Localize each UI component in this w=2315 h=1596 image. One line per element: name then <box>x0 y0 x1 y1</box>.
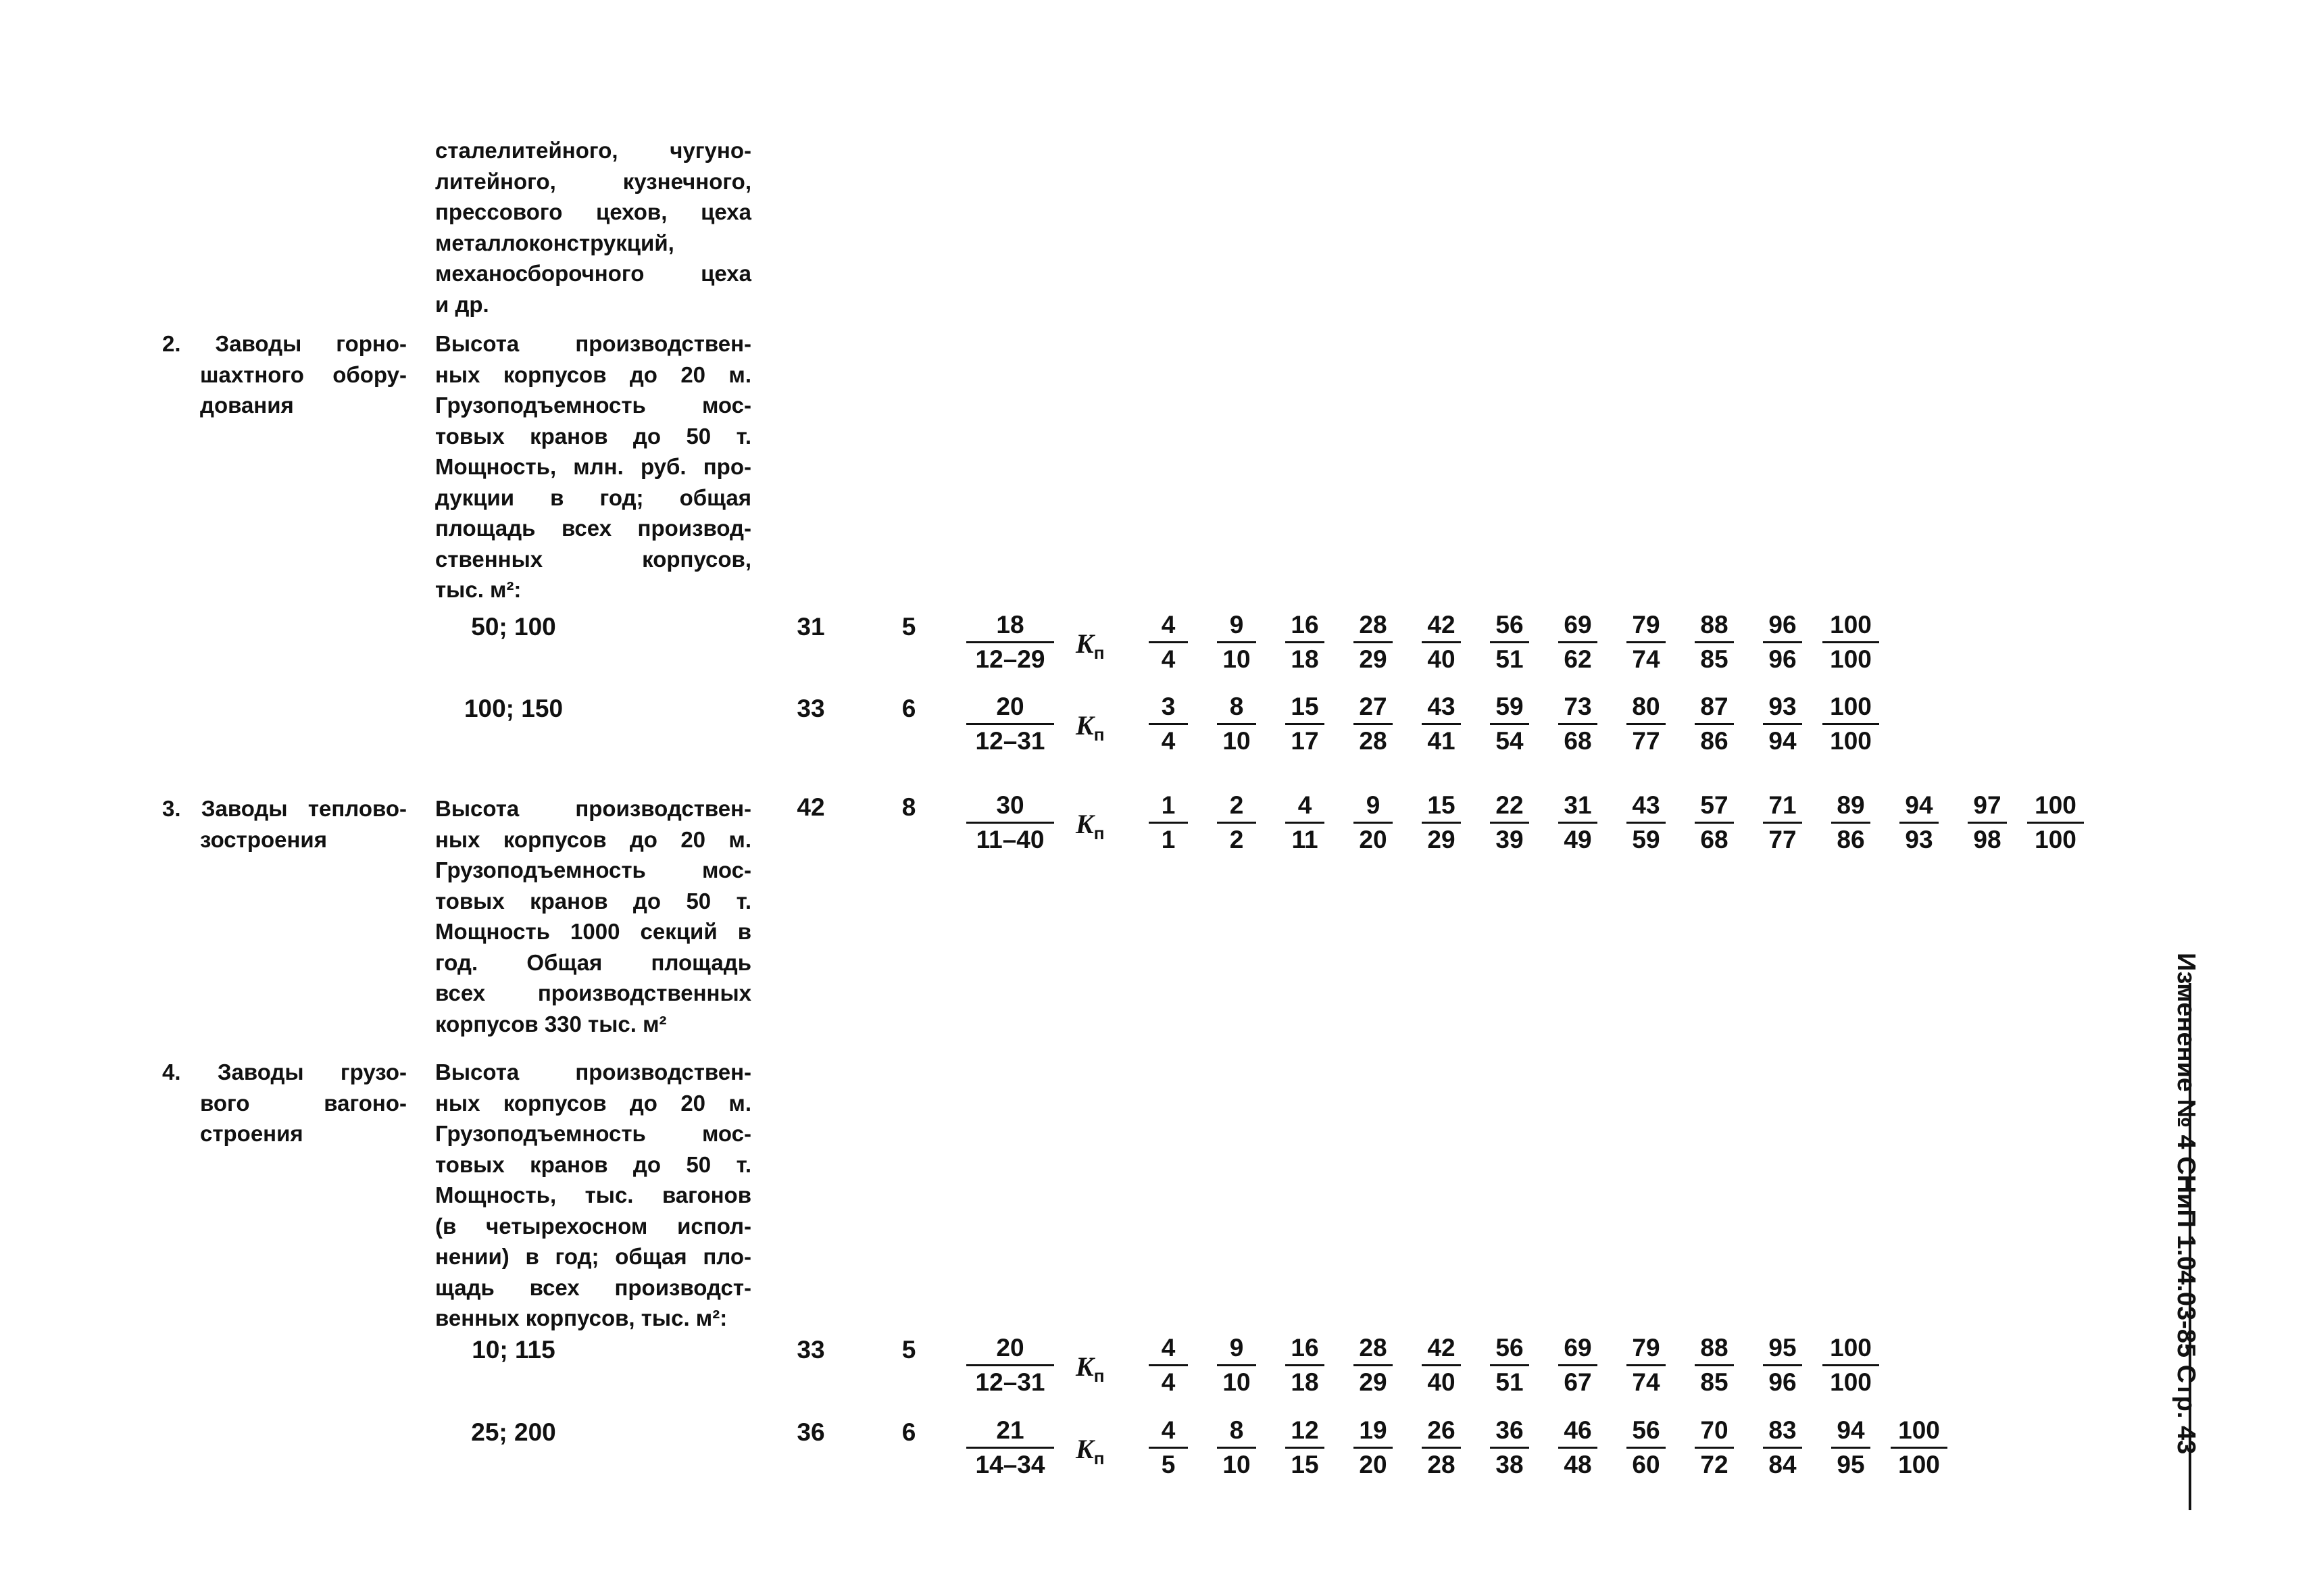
kp-numerator: 4 <box>1161 1416 1176 1444</box>
desc-line: сталелитейного, чугуно- <box>435 138 751 163</box>
kp-subscript: п <box>1093 823 1105 843</box>
kp-numerator: 79 <box>1632 1334 1660 1362</box>
kp-denominator: 4 <box>1149 641 1188 676</box>
kp-denominator: 62 <box>1558 641 1597 676</box>
kp-fraction <box>1763 1332 1802 1399</box>
desc-line: щадь всех производст- <box>435 1274 751 1300</box>
desc-row3 <box>435 793 751 1039</box>
kp-denominator: 29 <box>1353 1364 1393 1399</box>
kp-denominator: 60 <box>1626 1447 1666 1481</box>
desc-line: (в четырехосном испол- <box>435 1213 751 1239</box>
kp-fraction <box>1353 789 1393 856</box>
desc-line: год. Общая площадь <box>435 949 751 975</box>
kp-denominator: 40 <box>1422 641 1461 676</box>
kp-fraction <box>1490 691 1529 757</box>
capacity-value: 10; 115 <box>472 1336 555 1364</box>
desc-line: товых кранов до 50 т. <box>435 1151 751 1177</box>
item-4 <box>162 1057 407 1149</box>
kp-fraction <box>1626 789 1666 856</box>
column-value: 5 <box>901 613 916 641</box>
kp-denominator: 84 <box>1763 1447 1802 1481</box>
fraction-denominator: 12–31 <box>966 723 1054 757</box>
desc-line: всех производственных <box>435 980 751 1005</box>
desc-line: Высота производствен- <box>435 796 751 821</box>
kp-fraction <box>1490 1414 1529 1481</box>
kp-denominator: 77 <box>1763 822 1802 856</box>
kp-denominator: 74 <box>1626 641 1666 676</box>
kp-numerator: 16 <box>1291 611 1319 639</box>
desc-line: Мощность, млн. руб. про- <box>435 454 751 479</box>
kp-numerator: 9 <box>1229 611 1244 639</box>
kp-numerator: 22 <box>1495 791 1524 819</box>
desc-line: товых кранов до 50 т. <box>435 423 751 449</box>
column-value: 8 <box>901 793 916 821</box>
desc-line: товых кранов до 50 т. <box>435 888 751 914</box>
kp-numerator: 94 <box>1837 1416 1865 1444</box>
kp-fraction <box>1353 1332 1393 1399</box>
kp-fraction <box>1285 1414 1324 1481</box>
kp-symbol: $K_п$ <box>1076 1351 1105 1386</box>
kp-numerator: 95 <box>1768 1334 1797 1362</box>
desc-line: нении) в год; общая пло- <box>435 1244 751 1269</box>
kp-denominator: 40 <box>1422 1364 1461 1399</box>
kp-fraction <box>1763 609 1802 676</box>
desc-line: и др. <box>435 291 489 317</box>
kp-numerator: 93 <box>1768 693 1797 720</box>
item-line: строения <box>200 1121 303 1146</box>
item-line: зостроения <box>200 826 327 852</box>
kp-denominator: 29 <box>1353 641 1393 676</box>
kp-fraction <box>1763 691 1802 757</box>
kp-numerator: 56 <box>1495 611 1524 639</box>
fraction-denominator: 14–34 <box>966 1447 1054 1481</box>
kp-denominator: 96 <box>1763 1364 1802 1399</box>
kp-numerator: 59 <box>1495 693 1524 720</box>
kp-denominator: 51 <box>1490 1364 1529 1399</box>
kp-denominator: 11 <box>1285 822 1324 856</box>
kp-numerator: 9 <box>1366 791 1380 819</box>
item-line: 2. Заводы горно- <box>162 331 407 356</box>
kp-numerator: 12 <box>1291 1416 1319 1444</box>
range-fraction <box>966 1332 1054 1399</box>
capacity-value: 25; 200 <box>471 1418 556 1446</box>
kp-fraction <box>1695 1414 1734 1481</box>
desc-line: металлоконструкций, <box>435 230 674 255</box>
side-page-label: Изменение № 4 СНиП 1.04.03-85 Стр. 43 <box>2172 953 2200 1455</box>
kp-numerator: 57 <box>1700 791 1728 819</box>
kp-numerator: 100 <box>1830 693 1872 720</box>
kp-fraction <box>1822 609 1879 676</box>
kp-denominator: 10 <box>1217 1364 1256 1399</box>
kp-fraction <box>1831 789 1870 856</box>
kp-fraction <box>1422 789 1461 856</box>
kp-denominator: 96 <box>1763 641 1802 676</box>
kp-numerator: 96 <box>1768 611 1797 639</box>
kp-subscript: п <box>1093 1366 1105 1386</box>
fraction-denominator: 12–31 <box>966 1364 1054 1399</box>
kp-denominator: 59 <box>1626 822 1666 856</box>
kp-denominator: 10 <box>1217 641 1256 676</box>
capacity-value: 50; 100 <box>471 613 556 641</box>
range-fraction <box>966 789 1054 856</box>
item-3 <box>162 793 407 855</box>
kp-numerator: 71 <box>1768 791 1797 819</box>
desc-line: венных корпусов, тыс. м²: <box>435 1305 728 1330</box>
kp-numerator: 100 <box>1898 1416 1940 1444</box>
kp-numerator: 28 <box>1359 611 1387 639</box>
kp-fraction <box>1626 1332 1666 1399</box>
kp-fraction <box>1285 789 1324 856</box>
kp-fraction <box>1422 609 1461 676</box>
kp-fraction <box>1217 1414 1256 1481</box>
desc-line: Грузоподъемность мос- <box>435 393 751 418</box>
fraction-numerator: 20 <box>996 693 1024 720</box>
kp-fraction <box>1149 1332 1188 1399</box>
desc-row1 <box>435 135 751 320</box>
desc-row4 <box>435 1057 751 1334</box>
kp-denominator: 100 <box>1822 1364 1879 1399</box>
kp-numerator: 56 <box>1495 1334 1524 1362</box>
item-line: шахтного обору- <box>200 361 407 387</box>
desc-line: ных корпусов до 20 м. <box>435 826 751 852</box>
kp-fraction <box>1353 1414 1393 1481</box>
kp-numerator: 97 <box>1973 791 2001 819</box>
kp-denominator: 17 <box>1285 723 1324 757</box>
kp-denominator: 18 <box>1285 641 1324 676</box>
fraction-numerator: 20 <box>996 1334 1024 1362</box>
kp-numerator: 36 <box>1495 1416 1524 1444</box>
kp-denominator: 85 <box>1695 1364 1734 1399</box>
desc-row2 <box>435 328 751 605</box>
kp-numerator: 28 <box>1359 1334 1387 1362</box>
kp-denominator: 29 <box>1422 822 1461 856</box>
kp-fraction <box>1149 691 1188 757</box>
kp-denominator: 15 <box>1285 1447 1324 1481</box>
kp-numerator: 89 <box>1837 791 1865 819</box>
kp-numerator: 100 <box>1830 1334 1872 1362</box>
kp-subscript: п <box>1093 724 1105 745</box>
kp-denominator: 98 <box>1968 822 2007 856</box>
column-value: 6 <box>901 1418 916 1446</box>
kp-denominator: 74 <box>1626 1364 1666 1399</box>
kp-denominator: 5 <box>1149 1447 1188 1481</box>
column-value: 42 <box>797 793 825 821</box>
kp-fraction <box>1149 1414 1188 1481</box>
kp-fraction <box>1558 691 1597 757</box>
kp-numerator: 100 <box>2035 791 2076 819</box>
kp-fraction <box>1490 789 1529 856</box>
fraction-numerator: 21 <box>996 1416 1024 1444</box>
kp-numerator: 79 <box>1632 611 1660 639</box>
kp-fraction <box>1695 691 1734 757</box>
kp-fraction <box>1422 691 1461 757</box>
kp-numerator: 16 <box>1291 1334 1319 1362</box>
kp-numerator: 56 <box>1632 1416 1660 1444</box>
fraction-numerator: 18 <box>996 611 1024 639</box>
kp-fraction <box>1285 609 1324 676</box>
kp-numerator: 19 <box>1359 1416 1387 1444</box>
desc-line: ственных корпусов, <box>435 546 751 572</box>
kp-subscript: п <box>1093 1448 1105 1468</box>
kp-fraction <box>1285 691 1324 757</box>
kp-denominator: 18 <box>1285 1364 1324 1399</box>
kp-denominator: 94 <box>1763 723 1802 757</box>
kp-denominator: 51 <box>1490 641 1529 676</box>
item-line: вого вагоно- <box>200 1090 407 1116</box>
kp-numerator: 31 <box>1564 791 1592 819</box>
kp-denominator: 77 <box>1626 723 1666 757</box>
kp-denominator: 1 <box>1149 822 1188 856</box>
desc-line: Мощность, тыс. вагонов <box>435 1182 751 1207</box>
kp-fraction <box>1353 609 1393 676</box>
kp-fraction <box>1626 691 1666 757</box>
kp-numerator: 70 <box>1700 1416 1728 1444</box>
kp-numerator: 69 <box>1564 611 1592 639</box>
kp-denominator: 100 <box>2027 822 2084 856</box>
kp-denominator: 49 <box>1558 822 1597 856</box>
kp-fraction <box>1899 789 1939 856</box>
desc-line: ных корпусов до 20 м. <box>435 361 751 387</box>
kp-fraction <box>1763 789 1802 856</box>
kp-denominator: 28 <box>1422 1447 1461 1481</box>
desc-line: площадь всех производ- <box>435 516 751 541</box>
kp-numerator: 100 <box>1830 611 1872 639</box>
kp-numerator: 4 <box>1161 611 1176 639</box>
kp-fraction <box>1626 1414 1666 1481</box>
kp-denominator: 68 <box>1558 723 1597 757</box>
kp-fraction <box>1558 789 1597 856</box>
kp-denominator: 2 <box>1217 822 1256 856</box>
item-line: дования <box>200 393 294 418</box>
range-fraction <box>966 609 1054 676</box>
kp-fraction <box>1558 1414 1597 1481</box>
range-fraction <box>966 691 1054 757</box>
kp-numerator: 83 <box>1768 1416 1797 1444</box>
desc-line: Грузоподъемность мос- <box>435 1121 751 1146</box>
kp-denominator: 20 <box>1353 1447 1393 1481</box>
kp-numerator: 46 <box>1564 1416 1592 1444</box>
kp-denominator: 85 <box>1695 641 1734 676</box>
desc-line: корпусов 330 тыс. м² <box>435 1011 667 1037</box>
kp-fraction <box>1831 1414 1870 1481</box>
kp-fraction <box>1822 691 1879 757</box>
kp-fraction <box>1217 1332 1256 1399</box>
desc-line: дукции в год; общая <box>435 484 751 510</box>
item-line: 3. Заводы теплово- <box>162 796 407 821</box>
kp-numerator: 27 <box>1359 693 1387 720</box>
kp-symbol: $K_п$ <box>1076 1434 1105 1468</box>
kp-denominator: 38 <box>1490 1447 1529 1481</box>
kp-fraction <box>1558 609 1597 676</box>
kp-numerator: 8 <box>1229 1416 1244 1444</box>
column-value: 33 <box>797 695 825 722</box>
kp-numerator: 88 <box>1700 1334 1728 1362</box>
kp-fraction <box>1353 691 1393 757</box>
kp-denominator: 54 <box>1490 723 1529 757</box>
kp-fraction <box>1490 609 1529 676</box>
column-value: 36 <box>797 1418 825 1446</box>
kp-subscript: п <box>1093 643 1105 663</box>
kp-denominator: 28 <box>1353 723 1393 757</box>
fraction-denominator: 11–40 <box>966 822 1054 856</box>
kp-numerator: 80 <box>1632 693 1660 720</box>
kp-fraction <box>1558 1332 1597 1399</box>
kp-fraction <box>2027 789 2084 856</box>
kp-numerator: 73 <box>1564 693 1592 720</box>
kp-fraction <box>1217 691 1256 757</box>
kp-denominator: 20 <box>1353 822 1393 856</box>
kp-denominator: 68 <box>1695 822 1734 856</box>
kp-fraction <box>1968 789 2007 856</box>
kp-numerator: 42 <box>1427 611 1455 639</box>
kp-denominator: 39 <box>1490 822 1529 856</box>
column-value: 5 <box>901 1336 916 1364</box>
kp-numerator: 1 <box>1161 791 1176 819</box>
kp-denominator: 72 <box>1695 1447 1734 1481</box>
desc-line: ных корпусов до 20 м. <box>435 1090 751 1116</box>
kp-numerator: 9 <box>1229 1334 1244 1362</box>
desc-line: Высота производствен- <box>435 331 751 356</box>
kp-fraction <box>1695 1332 1734 1399</box>
kp-fraction <box>1695 609 1734 676</box>
kp-denominator: 10 <box>1217 1447 1256 1481</box>
kp-numerator: 43 <box>1427 693 1455 720</box>
desc-line: тыс. м²: <box>435 577 522 602</box>
desc-line: прессового цехов, цеха <box>435 199 751 224</box>
kp-fraction <box>1217 789 1256 856</box>
kp-symbol: $K_п$ <box>1076 628 1105 663</box>
kp-fraction <box>1695 789 1734 856</box>
kp-fraction <box>1490 1332 1529 1399</box>
column-value: 31 <box>797 613 825 641</box>
kp-fraction <box>1149 609 1188 676</box>
kp-fraction <box>1626 609 1666 676</box>
fraction-numerator: 30 <box>996 791 1024 819</box>
kp-fraction <box>1149 789 1188 856</box>
kp-denominator: 4 <box>1149 1364 1188 1399</box>
kp-denominator: 4 <box>1149 723 1188 757</box>
kp-denominator: 86 <box>1831 822 1870 856</box>
desc-line: Мощность 1000 секций в <box>435 919 751 944</box>
range-fraction <box>966 1414 1054 1481</box>
item-line: 4. Заводы грузо- <box>162 1059 407 1084</box>
kp-denominator: 100 <box>1822 723 1879 757</box>
kp-numerator: 88 <box>1700 611 1728 639</box>
kp-numerator: 15 <box>1427 791 1455 819</box>
desc-line: литейного, кузнечного, <box>435 168 751 194</box>
desc-line: Высота производствен- <box>435 1059 751 1084</box>
kp-denominator: 86 <box>1695 723 1734 757</box>
column-value: 33 <box>797 1336 825 1364</box>
kp-fraction <box>1217 609 1256 676</box>
kp-symbol: $K_п$ <box>1076 809 1105 843</box>
kp-numerator: 8 <box>1229 693 1244 720</box>
kp-numerator: 69 <box>1564 1334 1592 1362</box>
desc-line: Грузоподъемность мос- <box>435 857 751 882</box>
kp-denominator: 41 <box>1422 723 1461 757</box>
kp-fraction <box>1891 1414 1947 1481</box>
kp-denominator: 100 <box>1822 641 1879 676</box>
item-2 <box>162 328 407 421</box>
kp-numerator: 42 <box>1427 1334 1455 1362</box>
kp-numerator: 43 <box>1632 791 1660 819</box>
kp-denominator: 95 <box>1831 1447 1870 1481</box>
kp-fraction <box>1422 1332 1461 1399</box>
kp-denominator: 93 <box>1899 822 1939 856</box>
column-value: 6 <box>901 695 916 722</box>
desc-line: механосборочного цеха <box>435 261 751 286</box>
kp-numerator: 4 <box>1297 791 1312 819</box>
kp-numerator: 4 <box>1161 1334 1176 1362</box>
kp-denominator: 100 <box>1891 1447 1947 1481</box>
kp-fraction <box>1763 1414 1802 1481</box>
fraction-denominator: 12–29 <box>966 641 1054 676</box>
capacity-value: 100; 150 <box>464 695 564 722</box>
kp-denominator: 67 <box>1558 1364 1597 1399</box>
kp-symbol: $K_п$ <box>1076 710 1105 745</box>
kp-numerator: 94 <box>1905 791 1933 819</box>
kp-numerator: 3 <box>1161 693 1176 720</box>
kp-fraction <box>1285 1332 1324 1399</box>
kp-numerator: 26 <box>1427 1416 1455 1444</box>
kp-numerator: 15 <box>1291 693 1319 720</box>
kp-numerator: 2 <box>1229 791 1244 819</box>
kp-denominator: 10 <box>1217 723 1256 757</box>
kp-fraction <box>1422 1414 1461 1481</box>
kp-denominator: 48 <box>1558 1447 1597 1481</box>
kp-fraction <box>1822 1332 1879 1399</box>
kp-numerator: 87 <box>1700 693 1728 720</box>
